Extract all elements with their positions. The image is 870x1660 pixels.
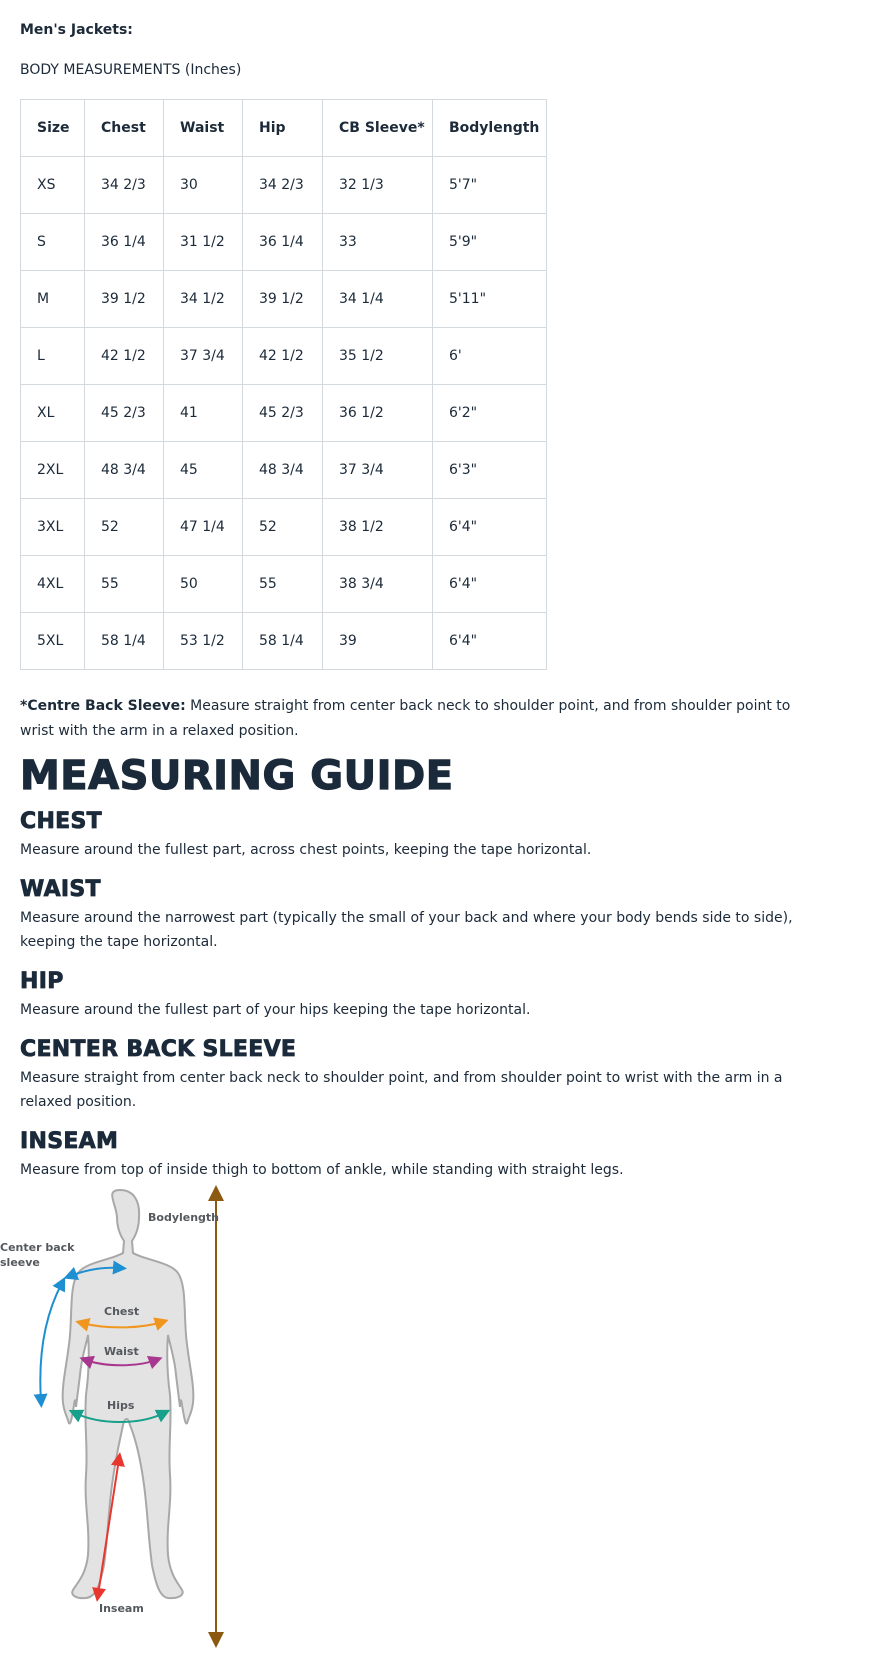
cell-cb-sleeve: 34 1/4 bbox=[323, 271, 433, 328]
section-heading: CENTER BACK SLEEVE bbox=[20, 1037, 297, 1062]
cell-bodylength: 5'9" bbox=[433, 214, 547, 271]
cell-hip: 55 bbox=[243, 556, 323, 613]
cell-chest: 39 1/2 bbox=[85, 271, 164, 328]
header-chest: Chest bbox=[85, 100, 164, 157]
guide-section-chest bbox=[20, 808, 840, 862]
cell-size: S bbox=[21, 214, 85, 271]
label-chest: Chest bbox=[104, 1305, 140, 1318]
cell-size: XL bbox=[21, 385, 85, 442]
cell-hip: 52 bbox=[243, 499, 323, 556]
table-row bbox=[21, 214, 547, 271]
section-heading: HIP bbox=[20, 969, 64, 994]
cell-chest: 45 2/3 bbox=[85, 385, 164, 442]
measuring-guide-title: MEASURING GUIDE bbox=[20, 753, 454, 799]
label-waist: Waist bbox=[104, 1345, 139, 1358]
table-row bbox=[21, 613, 547, 670]
table-row bbox=[21, 442, 547, 499]
cell-waist: 31 1/2 bbox=[164, 214, 243, 271]
cell-chest: 58 1/4 bbox=[85, 613, 164, 670]
section-text: Measure around the fullest part, across chest points, keeping the tape horizontal. bbox=[20, 842, 592, 858]
cell-chest: 36 1/4 bbox=[85, 214, 164, 271]
page-title: Men's Jackets: bbox=[20, 22, 133, 38]
header-cb-sleeve: CB Sleeve* bbox=[323, 100, 433, 157]
table-row bbox=[21, 157, 547, 214]
label-cb-sleeve-line1: Center back bbox=[0, 1241, 75, 1254]
cell-cb-sleeve: 32 1/3 bbox=[323, 157, 433, 214]
section-text: Measure around the narrowest part (typically the small of your back and where your body bends side to side), keeping the tape horizontal. bbox=[20, 910, 793, 950]
cell-hip: 48 3/4 bbox=[243, 442, 323, 499]
header-hip: Hip bbox=[243, 100, 323, 157]
cell-cb-sleeve: 37 3/4 bbox=[323, 442, 433, 499]
guide-section-center-back-sleeve bbox=[20, 1036, 840, 1114]
label-inseam: Inseam bbox=[99, 1602, 144, 1615]
table-row bbox=[21, 385, 547, 442]
cell-size: M bbox=[21, 271, 85, 328]
section-text: Measure around the fullest part of your hips keeping the tape horizontal. bbox=[20, 1002, 531, 1018]
cell-waist: 50 bbox=[164, 556, 243, 613]
section-heading: WAIST bbox=[20, 877, 101, 902]
cell-chest: 34 2/3 bbox=[85, 157, 164, 214]
guide-section-inseam bbox=[20, 1128, 840, 1182]
header-bodylength: Bodylength bbox=[433, 100, 547, 157]
section-text: Measure from top of inside thigh to bottom of ankle, while standing with straight legs. bbox=[20, 1162, 624, 1178]
body-diagram-svg bbox=[0, 1185, 240, 1655]
cell-size: XS bbox=[21, 157, 85, 214]
section-heading: INSEAM bbox=[20, 1129, 119, 1154]
cell-hip: 36 1/4 bbox=[243, 214, 323, 271]
cell-bodylength: 6'2" bbox=[433, 385, 547, 442]
guide-section-hip bbox=[20, 968, 840, 1022]
cell-bodylength: 6'4" bbox=[433, 613, 547, 670]
cell-waist: 53 1/2 bbox=[164, 613, 243, 670]
cb-sleeve-arm-arrow bbox=[40, 1283, 62, 1401]
cell-cb-sleeve: 36 1/2 bbox=[323, 385, 433, 442]
cell-hip: 34 2/3 bbox=[243, 157, 323, 214]
header-size: Size bbox=[21, 100, 85, 157]
label-cb-sleeve-line2: sleeve bbox=[0, 1256, 40, 1269]
cell-hip: 39 1/2 bbox=[243, 271, 323, 328]
cell-size: L bbox=[21, 328, 85, 385]
table-subtitle: BODY MEASUREMENTS (Inches) bbox=[20, 62, 242, 78]
table-row bbox=[21, 271, 547, 328]
cell-cb-sleeve: 39 bbox=[323, 613, 433, 670]
header-waist: Waist bbox=[164, 100, 243, 157]
cell-hip: 58 1/4 bbox=[243, 613, 323, 670]
cell-bodylength: 6'3" bbox=[433, 442, 547, 499]
cell-hip: 42 1/2 bbox=[243, 328, 323, 385]
cell-waist: 34 1/2 bbox=[164, 271, 243, 328]
cell-cb-sleeve: 35 1/2 bbox=[323, 328, 433, 385]
cell-hip: 45 2/3 bbox=[243, 385, 323, 442]
label-hips: Hips bbox=[107, 1399, 135, 1412]
cell-bodylength: 6'4" bbox=[433, 556, 547, 613]
label-bodylength: Bodylength bbox=[148, 1211, 220, 1224]
cell-bodylength: 6'4" bbox=[433, 499, 547, 556]
section-heading: CHEST bbox=[20, 809, 102, 834]
cell-size: 5XL bbox=[21, 613, 85, 670]
cell-cb-sleeve: 38 1/2 bbox=[323, 499, 433, 556]
guide-section-waist bbox=[20, 876, 840, 954]
cell-cb-sleeve: 33 bbox=[323, 214, 433, 271]
size-table bbox=[20, 99, 547, 670]
cell-chest: 52 bbox=[85, 499, 164, 556]
cell-cb-sleeve: 38 3/4 bbox=[323, 556, 433, 613]
cell-chest: 42 1/2 bbox=[85, 328, 164, 385]
cell-chest: 55 bbox=[85, 556, 164, 613]
cb-sleeve-note bbox=[20, 694, 820, 744]
cell-waist: 37 3/4 bbox=[164, 328, 243, 385]
cell-bodylength: 5'7" bbox=[433, 157, 547, 214]
cell-bodylength: 6' bbox=[433, 328, 547, 385]
table-row bbox=[21, 556, 547, 613]
note-label: *Centre Back Sleeve: bbox=[20, 698, 186, 714]
cell-waist: 45 bbox=[164, 442, 243, 499]
body-measurement-diagram bbox=[0, 1185, 240, 1655]
cell-size: 3XL bbox=[21, 499, 85, 556]
note-text: Measure straight from center back neck to shoulder point, and from shoulder point to wrist with the arm in a relaxed position. bbox=[20, 698, 791, 739]
cell-size: 2XL bbox=[21, 442, 85, 499]
table-header-row bbox=[21, 100, 547, 157]
cell-waist: 41 bbox=[164, 385, 243, 442]
cell-size: 4XL bbox=[21, 556, 85, 613]
table-row bbox=[21, 328, 547, 385]
cell-waist: 47 1/4 bbox=[164, 499, 243, 556]
table-row bbox=[21, 499, 547, 556]
body-silhouette bbox=[63, 1190, 194, 1598]
cell-bodylength: 5'11" bbox=[433, 271, 547, 328]
table-body bbox=[21, 157, 547, 670]
cell-waist: 30 bbox=[164, 157, 243, 214]
cell-chest: 48 3/4 bbox=[85, 442, 164, 499]
section-text: Measure straight from center back neck to shoulder point, and from shoulder point to wrist with the arm in a relaxed position. bbox=[20, 1070, 783, 1110]
